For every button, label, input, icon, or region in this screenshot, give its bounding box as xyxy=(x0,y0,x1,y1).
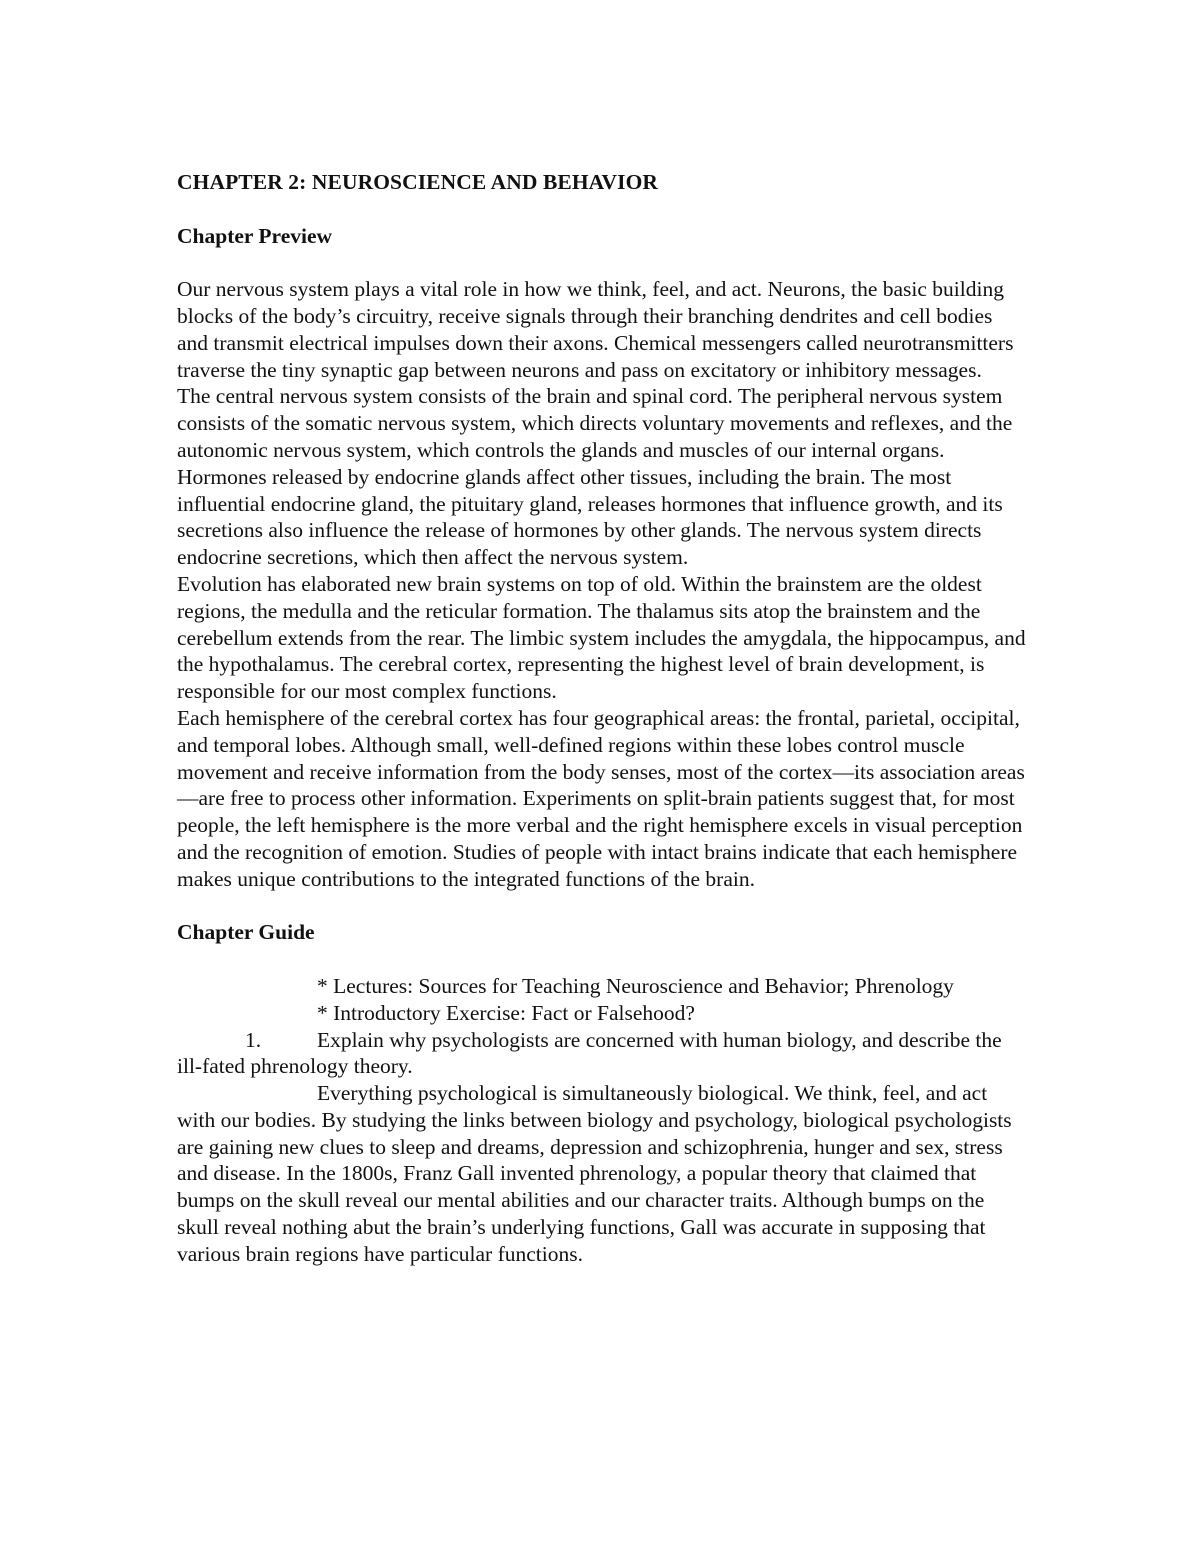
objective-explanation: Everything psychological is simultaneously biological. We think, feel, and act with our bodies. By studying the links between biology and psychology, biological psychologists are gaining new clues to sleep and dreams, depression and schizophrenia, hunger and sex, stress and disease. In the 1800s, Franz Gall invented phrenology, a popular theory that claimed that bumps on the skull reveal our mental abilities and our character traits. Although bumps on the skull reveal nothing abut the brain’s underlying functions, Gall was accurate in supposing that various brain regions have particular functions. xyxy=(177,1081,1012,1266)
preview-paragraph: Each hemisphere of the cerebral cortex has four geographical areas: the frontal, parietal, occipital, and temporal lobes. Although small, well-defined regions within these lobes control muscle movement and receive information from the body senses, most of the cortex—its association areas—are free to process other information. Experiments on split-brain patients suggest that, for most people, the left hemisphere is the more verbal and the right hemisphere excels in visual perception and the recognition of emotion. Studies of people with intact brains indicate that each hemisphere makes unique contributions to the integrated functions of the brain. xyxy=(177,705,1025,891)
exercise-resource-line: * Introductory Exercise: Fact or Falsehood? xyxy=(317,1000,695,1025)
chapter-guide-heading: Chapter Guide xyxy=(177,920,315,945)
spacer xyxy=(177,249,1027,276)
chapter-title: CHAPTER 2: NEUROSCIENCE AND BEHAVIOR xyxy=(177,170,659,194)
chapter-preview-body xyxy=(177,276,1027,892)
spacer xyxy=(177,196,1027,223)
lecture-resource-line: * Lectures: Sources for Teaching Neuroscience and Behavior; Phrenology xyxy=(317,973,954,998)
preview-paragraph: Our nervous system plays a vital role in how we think, feel, and act. Neurons, the basic building blocks of the body’s circuitry, receive signals through their branching dendrites and cell bodies and transmit electrical impulses down their axons. Chemical messengers called neurotransmitters traverse the tiny synaptic gap between neurons and pass on excitatory or inhibitory messages. xyxy=(177,277,1014,382)
preview-paragraph: Hormones released by endocrine glands affect other tissues, including the brain. The most influential endocrine gland, the pituitary gland, releases hormones that influence growth, and its secretions also influence the release of hormones by other glands. The nervous system directs endocrine secretions, which then affect the nervous system. xyxy=(177,464,1003,570)
document-page xyxy=(177,169,1027,1268)
preview-paragraph: Evolution has elaborated new brain systems on top of old. Within the brainstem are the oldest regions, the medulla and the reticular formation. The thalamus sits atop the brainstem and the cerebellum extends from the rear. The limbic system includes the amygdala, the hippocampus, and the hypothalamus. The cerebral cortex, representing the highest level of brain development, is responsible for our most complex functions. xyxy=(177,571,1026,704)
objective-number: 1. xyxy=(245,1027,262,1052)
chapter-guide-body xyxy=(177,973,1027,1268)
preview-paragraph: The central nervous system consists of the brain and spinal cord. The peripheral nervous system consists of the somatic nervous system, which directs voluntary movements and reflexes, and the autonomic nervous system, which controls the glands and muscles of our internal organs. xyxy=(177,384,1013,462)
chapter-preview-heading: Chapter Preview xyxy=(177,223,333,248)
spacer xyxy=(177,946,1027,973)
spacer xyxy=(177,893,1027,920)
objective-text: Explain why psychologists are concerned with human biology, and describe the ill-fated phrenology theory. xyxy=(177,1027,1002,1079)
learning-objective xyxy=(177,1027,1027,1081)
